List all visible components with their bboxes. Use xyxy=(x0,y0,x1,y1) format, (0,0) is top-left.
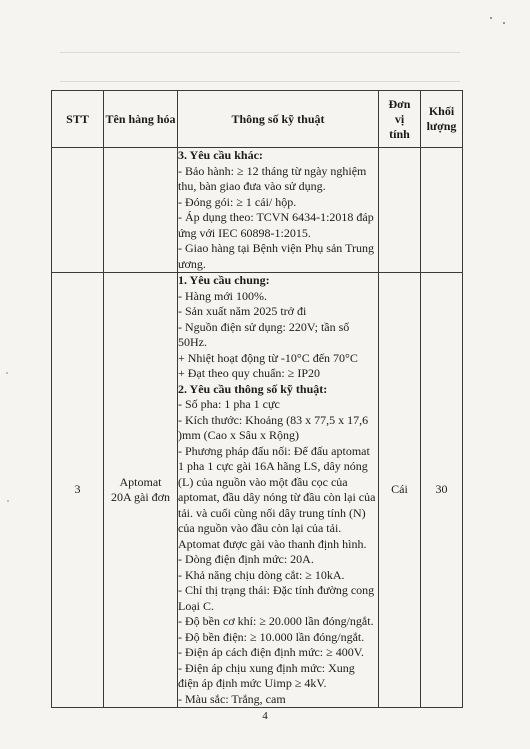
spec-line: - Độ bền điện: ≥ 10.000 lần đóng/ngắt. xyxy=(178,629,365,644)
spec-section-heading: 3. Yêu cầu khác: xyxy=(178,148,263,162)
row-item-name xyxy=(104,148,178,273)
spec-line: - Kích thước: Khoảng (83 x 77,5 x 17,6 )mm (Cao x Sâu x Rộng) xyxy=(178,412,369,442)
spec-line: - Sản xuất năm 2025 trở đi xyxy=(178,304,307,318)
spec-section-heading: 1. Yêu cầu chung: xyxy=(178,273,270,287)
table-row xyxy=(52,148,463,273)
spec-line: - Dòng điện định mức: 20A. xyxy=(178,552,314,566)
spec-line: + Đạt theo quy chuẩn: ≥ IP20 xyxy=(178,366,320,380)
spec-line: - Bảo hành: ≥ 12 tháng từ ngày nghiệm thu, bàn giao đưa vào sử dụng. xyxy=(178,163,367,193)
spec-line: - Hàng mới 100%. xyxy=(178,288,267,303)
spec-line: - Màu sắc: Trắng, cam xyxy=(178,691,286,706)
spec-section-heading: 2. Yêu cầu thông số kỹ thuật: xyxy=(178,381,328,396)
row-unit xyxy=(379,148,421,273)
spec-line: - Khả năng chịu dòng cắt: ≥ 10kA. xyxy=(178,567,345,582)
header-unit-line: tính xyxy=(389,126,410,141)
header-item-name: Tên hàng hóa xyxy=(104,91,178,148)
spec-line: - Điện áp chịu xung định mức: Xung điện áp định mức Uimp ≥ 4kV. xyxy=(178,660,355,690)
row-quantity xyxy=(421,148,463,273)
row-stt: 3 xyxy=(52,273,104,708)
header-qty-line: Khối xyxy=(428,104,455,118)
row-specification xyxy=(178,148,379,273)
header-qty-line: lượng xyxy=(426,119,457,133)
table-row xyxy=(52,273,463,708)
header-unit-line: Đơn xyxy=(388,96,411,111)
header-unit xyxy=(379,91,421,148)
spec-line: - Số pha: 1 pha 1 cực xyxy=(178,397,280,411)
row-stt xyxy=(52,148,104,273)
spec-line: - Điện áp cách điện định mức: ≥ 400V. xyxy=(178,645,364,659)
row-specification xyxy=(178,273,379,708)
spec-line: - Phương pháp đấu nối: Để đấu aptomat 1 pha 1 cực gài 16A hãng LS, dây nóng (L) của nguồn vào một đầu cọc của aptomat, đầu dây nóng từ đầu còn lại của tải. và cuối cùng nối dây trung tính (N) của nguồn vào đầu còn lại của tải. Aptomat được gài vào thanh định hình. xyxy=(178,443,376,551)
row-quantity: 30 xyxy=(421,273,463,708)
scan-speck xyxy=(490,17,492,19)
spec-line: - Chỉ thị trạng thái: Đặc tính đường cong Loại C. xyxy=(178,583,375,613)
scan-speck xyxy=(6,372,8,374)
header-specification: Thông số kỹ thuật xyxy=(178,91,379,148)
scan-speck xyxy=(7,500,9,502)
header-unit-line: vị xyxy=(394,111,405,126)
specification-table xyxy=(51,90,463,708)
spec-line: - Áp dụng theo: TCVN 6434-1:2018 đáp ứng với IEC 60898-1:2015. xyxy=(178,210,374,240)
header-quantity xyxy=(421,91,463,148)
page-number: 4 xyxy=(262,710,268,722)
spec-line: - Độ bền cơ khí: ≥ 20.000 lần đóng/ngắt. xyxy=(178,614,374,628)
bleed-through-artifact xyxy=(60,52,460,82)
spec-line: - Nguồn điện sử dụng: 220V; tần số 50Hz. xyxy=(178,319,350,349)
spec-line: - Đóng gói: ≥ 1 cái/ hộp. xyxy=(178,194,297,209)
spec-line: - Giao hàng tại Bệnh viện Phụ sản Trung ương. xyxy=(178,241,374,271)
row-unit: Cái xyxy=(379,273,421,708)
spec-line: + Nhiệt hoạt động từ -10°C đến 70°C xyxy=(178,350,358,365)
table-header-row xyxy=(52,91,463,148)
row-item-name: Aptomat 20A gài đơn xyxy=(104,273,178,708)
scan-speck xyxy=(503,22,505,24)
header-stt: STT xyxy=(52,91,104,148)
